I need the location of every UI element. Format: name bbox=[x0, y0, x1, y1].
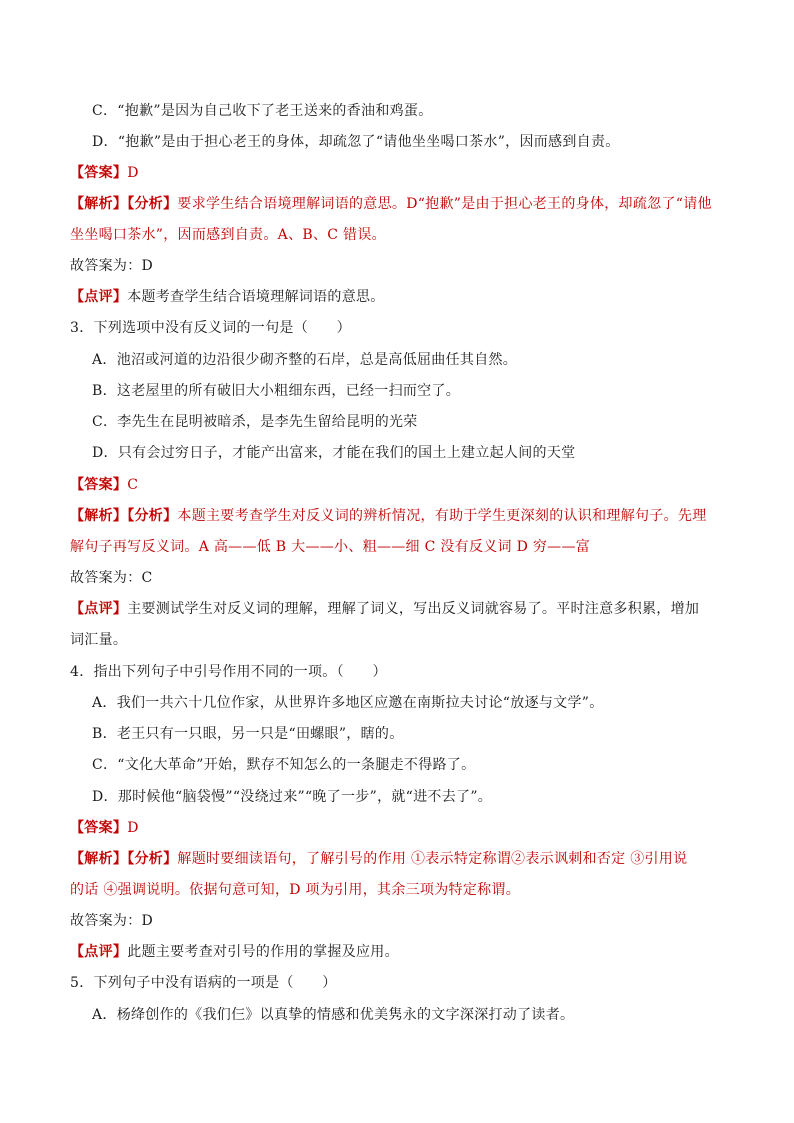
analysis-text: 解题时要细读语句，了解引号的作用 ①表示特定称谓②表示讽刺和否定 ③引用说 bbox=[177, 851, 688, 867]
answer-value: D bbox=[127, 165, 139, 181]
q2-analysis-line-1 bbox=[70, 194, 726, 214]
q4-question: 4．指出下列句子中引号作用不同的一项。（ ） bbox=[70, 664, 387, 680]
q4-answer bbox=[70, 818, 726, 838]
comment-text: 本题考查学生结合语境理解词语的意思。 bbox=[127, 289, 385, 305]
q3-question: 3．下列选项中没有反义词的一句是（ ） bbox=[70, 320, 351, 336]
answer-tag: 【答案】 bbox=[70, 820, 128, 836]
answer-tag: 【答案】 bbox=[70, 165, 128, 181]
q4-option-d: D．那时候他“脑袋慢”“没绕过来”“晚了一步”，就“进不去了”。 bbox=[92, 789, 493, 805]
comment-text: 此题主要考查对引号的作用的掌握及应用。 bbox=[127, 944, 399, 960]
comment-text: 主要测试学生对反义词的理解，理解了词义，写出反义词就容易了。平时注意多积累，增加 bbox=[127, 601, 700, 617]
dianping-tag: 【点评】 bbox=[70, 289, 128, 305]
answer-value: D bbox=[127, 820, 139, 836]
dianping-tag: 【点评】 bbox=[70, 601, 128, 617]
q2-analysis-line-2: 坐坐喝口茶水”，因而感到自责。A、B、C 错误。 bbox=[70, 227, 386, 243]
jiexi-tag: 【解析】 bbox=[70, 196, 128, 212]
q4-conclusion: 故答案为：D bbox=[70, 913, 154, 929]
q4-option-a: A．我们一共六十几位作家，从世界许多地区应邀在南斯拉夫讨论“放逐与文学”。 bbox=[92, 695, 604, 711]
jiexi-tag: 【解析】 bbox=[70, 851, 128, 867]
q3-answer bbox=[70, 475, 726, 495]
q3-analysis-line-2: 解句子再写反义词。A 高——低 B 大——小、粗——细 C 没有反义词 D 穷——富 bbox=[70, 539, 591, 555]
q5-option-a: A．杨绛创作的《我们仨》以真挚的情感和优美隽永的文字深深打动了读者。 bbox=[92, 1007, 575, 1023]
answer-tag: 【答案】 bbox=[70, 477, 128, 493]
q2-conclusion: 故答案为：D bbox=[70, 258, 154, 274]
dianping-tag: 【点评】 bbox=[70, 944, 128, 960]
q3-option-d: D．只有会过穷日子，才能产出富来，才能在我们的国土上建立起人间的天堂 bbox=[92, 445, 576, 461]
q3-conclusion: 故答案为：C bbox=[70, 570, 153, 586]
q3-analysis-line-1 bbox=[70, 506, 726, 526]
fenxi-tag: 【分析】 bbox=[127, 196, 178, 212]
q3-comment-line-2: 词汇量。 bbox=[70, 632, 128, 648]
q3-option-b: B．这老屋里的所有破旧大小粗细东西，已经一扫而空了。 bbox=[92, 383, 461, 399]
q4-comment bbox=[70, 942, 726, 962]
answer-value: C bbox=[127, 477, 139, 493]
jiexi-tag: 【解析】 bbox=[70, 508, 128, 524]
fenxi-tag: 【分析】 bbox=[127, 508, 178, 524]
q3-option-c: C．李先生在昆明被暗杀，是李先生留给昆明的光荣 bbox=[92, 414, 418, 430]
analysis-text: 要求学生结合语境理解词语的意思。D“抱歉”是由于担心老王的身体，却疏忽了“请他 bbox=[177, 196, 712, 212]
q2-comment bbox=[70, 287, 726, 307]
q3-comment-line-1 bbox=[70, 599, 726, 619]
q4-analysis-line-2: 的话 ④强调说明。依据句意可知，D 项为引用，其余三项为特定称谓。 bbox=[70, 882, 521, 898]
q2-option-d: D．“抱歉”是由于担心老王的身体，却疏忽了“请他坐坐喝口茶水”，因而感到自责。 bbox=[92, 134, 620, 150]
q2-option-c: C．“抱歉”是因为自己收下了老王送来的香油和鸡蛋。 bbox=[92, 103, 433, 119]
q4-analysis-line-1 bbox=[70, 849, 726, 869]
fenxi-tag: 【分析】 bbox=[127, 851, 178, 867]
q2-answer bbox=[70, 163, 726, 183]
q4-option-c: C．“文化大革命”开始，默存不知怎么的一条腿走不得路了。 bbox=[92, 757, 476, 773]
q3-option-a: A．池沼或河道的边沿很少砌齐整的石岸，总是高低屈曲任其自然。 bbox=[92, 352, 518, 368]
q4-option-b: B．老王只有一只眼，另一只是“田螺眼”，瞎的。 bbox=[92, 726, 404, 742]
q5-question: 5．下列句子中没有语病的一项是（ ） bbox=[70, 975, 337, 991]
analysis-text: 本题主要考查学生对反义词的辨析情况，有助于学生更深刻的认识和理解句子。先理 bbox=[177, 508, 707, 524]
